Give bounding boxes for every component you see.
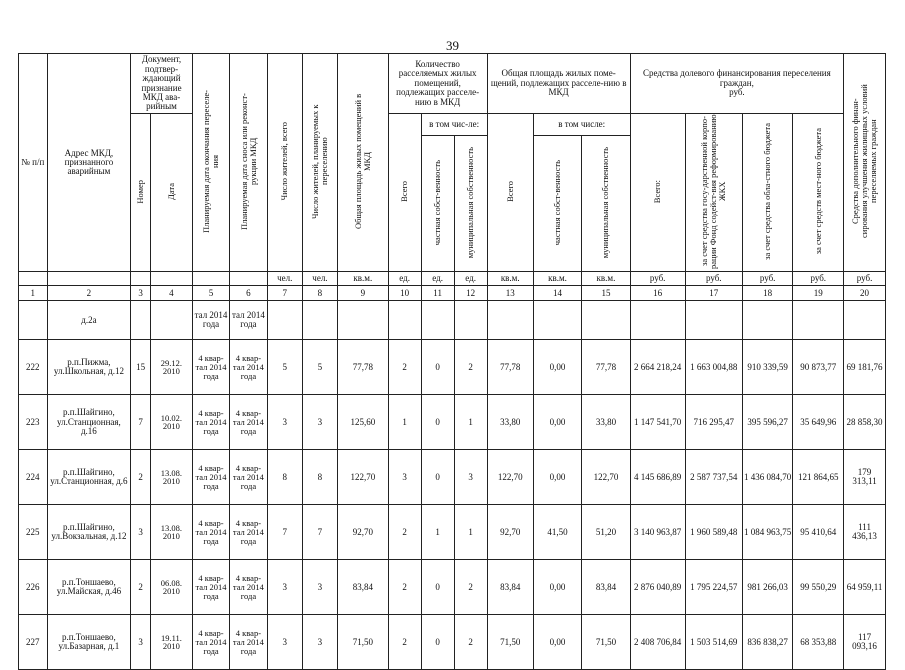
cell-municipal-cnt: 2: [454, 560, 487, 615]
column-number-cell: 15: [582, 286, 630, 301]
continuation-demolition: тал 2014 года: [230, 301, 267, 340]
header-document: Документ, подтвер-ждающий признание МКД ава-рийным: [131, 54, 193, 114]
cell-area-municipal: 122,70: [582, 450, 630, 505]
cell-area-total: 71,50: [487, 615, 533, 670]
cell-funds-fund: 1 960 589,48: [685, 505, 742, 560]
column-number-cell: 19: [793, 286, 844, 301]
column-number-cell: 11: [421, 286, 454, 301]
cell-address: р.п.Шайгино, ул.Станционная, д.6: [47, 450, 131, 505]
cell-end: 4 квар-тал 2014 года: [192, 560, 229, 615]
cell-funds-local: 121 864,65: [793, 450, 844, 505]
unit-cell: кв.м.: [487, 272, 533, 286]
header-funds-unit: руб.: [729, 87, 745, 98]
header-area-total: Всего: [487, 114, 533, 272]
cell-num: 227: [19, 615, 48, 670]
cell-planned: 3: [302, 395, 337, 450]
cell-municipal-cnt: 3: [454, 450, 487, 505]
cell-num: 224: [19, 450, 48, 505]
cell-date: 06.08. 2010: [151, 560, 193, 615]
header-funds-total: Всего:: [630, 114, 685, 272]
header-additional-funds: Средства дополнительного финан-сирования улучшения жилищных условий переселяемых граждан: [844, 54, 886, 272]
cell-premises: 2: [388, 340, 421, 395]
cell-funds-regional: 1 436 084,70: [742, 450, 793, 505]
cell-municipal-cnt: 2: [454, 615, 487, 670]
cell-area-municipal: 71,50: [582, 615, 630, 670]
unit-cell: [230, 272, 267, 286]
unit-cell: руб.: [685, 272, 742, 286]
header-area-municipal: муниципальная собственность: [582, 135, 630, 272]
unit-cell: [192, 272, 229, 286]
column-number-cell: 12: [454, 286, 487, 301]
column-number-cell: 5: [192, 286, 229, 301]
cell-area-total: 122,70: [487, 450, 533, 505]
cell-municipal-cnt: 1: [454, 505, 487, 560]
cell-area-private: 0,00: [533, 560, 581, 615]
cell-address: р.п.Тоншаево, ул.Майская, д.46: [47, 560, 131, 615]
unit-cell: [47, 272, 131, 286]
header-total-area: Общая площадь жилых помещений в МКД: [338, 54, 389, 272]
table-row: [19, 395, 886, 450]
cell-funds-fund: 1 503 514,69: [685, 615, 742, 670]
column-number-cell: 3: [131, 286, 151, 301]
cell-premises: 2: [388, 615, 421, 670]
resettlement-table: [18, 53, 886, 670]
cell-doc-no: 15: [131, 340, 151, 395]
cell-demol: 4 квар-тал 2014 года: [230, 395, 267, 450]
cell-planned: 5: [302, 340, 337, 395]
cell-area-municipal: 33,80: [582, 395, 630, 450]
cell-funds-total: 3 140 963,87: [630, 505, 685, 560]
cell-funds-regional: 910 339,59: [742, 340, 793, 395]
cell-date: 29.12. 2010: [151, 340, 193, 395]
unit-cell: руб.: [793, 272, 844, 286]
cell-funds-local: 35 649,96: [793, 395, 844, 450]
cell-end: 4 квар-тал 2014 года: [192, 615, 229, 670]
column-numbers-row: [19, 286, 886, 301]
column-number-cell: 6: [230, 286, 267, 301]
column-number-cell: 20: [844, 286, 886, 301]
header-funds-regional: за счет средства обла-стного бюджета: [742, 114, 793, 272]
column-number-cell: 2: [47, 286, 131, 301]
cell-date: 13.08. 2010: [151, 450, 193, 505]
cell-additional: 117 093,16: [844, 615, 886, 670]
cell-additional: 69 181,76: [844, 340, 886, 395]
table-row: [19, 450, 886, 505]
table-row: [19, 505, 886, 560]
cell-planned: 3: [302, 560, 337, 615]
cell-funds-regional: 1 084 963,75: [742, 505, 793, 560]
cell-funds-total: 1 147 541,70: [630, 395, 685, 450]
cell-funds-local: 95 410,64: [793, 505, 844, 560]
cell-residents: 7: [267, 505, 302, 560]
cell-demol: 4 квар-тал 2014 года: [230, 340, 267, 395]
continuation-row: [19, 301, 886, 340]
column-number-cell: 18: [742, 286, 793, 301]
column-number-cell: 14: [533, 286, 581, 301]
header-funds-fund: за счет средства госу-дарственной корпо-рации Фонд содейст-вия реформированию ЖКХ: [685, 114, 742, 272]
column-number-cell: 13: [487, 286, 533, 301]
cell-residents: 3: [267, 615, 302, 670]
unit-cell: ед.: [388, 272, 421, 286]
unit-cell: [19, 272, 48, 286]
cell-num: 226: [19, 560, 48, 615]
cell-address: р.п.Шайгино, ул.Станционная, д.16: [47, 395, 131, 450]
cell-funds-regional: 395 596,27: [742, 395, 793, 450]
cell-end: 4 квар-тал 2014 года: [192, 395, 229, 450]
cell-funds-fund: 716 295,47: [685, 395, 742, 450]
cell-additional: 111 436,13: [844, 505, 886, 560]
cell-private-cnt: 1: [421, 505, 454, 560]
column-number-cell: 17: [685, 286, 742, 301]
cell-funds-local: 68 353,88: [793, 615, 844, 670]
cell-demol: 4 квар-тал 2014 года: [230, 615, 267, 670]
header-premises-total: Всего: [388, 114, 421, 272]
cell-num: 223: [19, 395, 48, 450]
page-number: 39: [446, 38, 459, 53]
header-area-including: в том числе:: [533, 114, 630, 136]
cell-demol: 4 квар-тал 2014 года: [230, 505, 267, 560]
column-number-cell: 7: [267, 286, 302, 301]
cell-area-municipal: 83,84: [582, 560, 630, 615]
table-row: [19, 340, 886, 395]
cell-additional: 179 313,11: [844, 450, 886, 505]
column-number-cell: 9: [338, 286, 389, 301]
cell-funds-regional: 981 266,03: [742, 560, 793, 615]
cell-funds-total: 4 145 686,89: [630, 450, 685, 505]
cell-area-private: 0,00: [533, 615, 581, 670]
cell-private-cnt: 0: [421, 615, 454, 670]
cell-date: 13.08. 2010: [151, 505, 193, 560]
cell-area-private: 0,00: [533, 395, 581, 450]
cell-area-private: 0,00: [533, 340, 581, 395]
cell-address: р.п.Шайгино, ул.Вокзальная, д.12: [47, 505, 131, 560]
cell-area-total: 92,70: [487, 505, 533, 560]
table-row: [19, 560, 886, 615]
header-num: № п/п: [19, 54, 48, 272]
cell-funds-fund: 2 587 737,54: [685, 450, 742, 505]
unit-cell: кв.м.: [338, 272, 389, 286]
cell-num: 225: [19, 505, 48, 560]
cell-funds-local: 99 550,29: [793, 560, 844, 615]
cell-demol: 4 квар-тал 2014 года: [230, 450, 267, 505]
cell-private-cnt: 0: [421, 340, 454, 395]
cell-area: 77,78: [338, 340, 389, 395]
header-doc-number: Номер: [131, 114, 151, 272]
cell-funds-local: 90 873,77: [793, 340, 844, 395]
header-planned-demolition: Планируемая дата сноса или реконст-рукции МКД: [230, 54, 267, 272]
cell-doc-no: 3: [131, 615, 151, 670]
unit-cell: чел.: [267, 272, 302, 286]
column-number-cell: 16: [630, 286, 685, 301]
cell-municipal-cnt: 2: [454, 340, 487, 395]
header-address: Адрес МКД, признанного аварийным: [47, 54, 131, 272]
cell-funds-regional: 836 838,27: [742, 615, 793, 670]
header-premises-count: Количество расселяемых жилых помещений, подлежащих расселе-нию в МКД: [388, 54, 487, 114]
header-area-private: частная собст-венность: [533, 135, 581, 272]
header-doc-date: Дата: [151, 114, 193, 272]
cell-private-cnt: 0: [421, 395, 454, 450]
cell-date: 10.02. 2010: [151, 395, 193, 450]
unit-cell: руб.: [844, 272, 886, 286]
units-row: [19, 272, 886, 286]
header-municipal-count: муниципальная собственность: [454, 135, 487, 272]
cell-residents: 3: [267, 395, 302, 450]
cell-area-municipal: 77,78: [582, 340, 630, 395]
unit-cell: чел.: [302, 272, 337, 286]
cell-num: 222: [19, 340, 48, 395]
cell-area: 122,70: [338, 450, 389, 505]
cell-area-total: 83,84: [487, 560, 533, 615]
column-number-cell: 8: [302, 286, 337, 301]
cell-end: 4 квар-тал 2014 года: [192, 340, 229, 395]
header-private-count: частная собст-венность: [421, 135, 454, 272]
header-premises-including: в том чис-ле:: [421, 114, 487, 136]
cell-doc-no: 2: [131, 450, 151, 505]
cell-address: р.п.Тоншаево, ул.Базарная, д.1: [47, 615, 131, 670]
cell-area: 71,50: [338, 615, 389, 670]
cell-area: 92,70: [338, 505, 389, 560]
unit-cell: кв.м.: [582, 272, 630, 286]
unit-cell: кв.м.: [533, 272, 581, 286]
cell-planned: 8: [302, 450, 337, 505]
header-living-area: Общая площадь жилых поме-щений, подлежащих расселе-нию в МКД: [487, 54, 630, 114]
cell-doc-no: 2: [131, 560, 151, 615]
cell-funds-total: 2 664 218,24: [630, 340, 685, 395]
table-row: [19, 615, 886, 670]
cell-private-cnt: 0: [421, 560, 454, 615]
cell-planned: 7: [302, 505, 337, 560]
cell-area-total: 77,78: [487, 340, 533, 395]
unit-cell: [131, 272, 151, 286]
cell-address: р.п.Пижма, ул.Школьная, д.12: [47, 340, 131, 395]
column-number-cell: 10: [388, 286, 421, 301]
cell-doc-no: 3: [131, 505, 151, 560]
header-funds-local: за счет средств мест-ного бюджета: [793, 114, 844, 272]
unit-cell: ед.: [421, 272, 454, 286]
cell-additional: 64 959,11: [844, 560, 886, 615]
cell-private-cnt: 0: [421, 450, 454, 505]
cell-funds-total: 2 876 040,89: [630, 560, 685, 615]
unit-cell: руб.: [742, 272, 793, 286]
continuation-end: тал 2014 года: [192, 301, 229, 340]
cell-end: 4 квар-тал 2014 года: [192, 450, 229, 505]
header-planned-end: Планируемая дата окончания переселе-ния: [192, 54, 229, 272]
cell-residents: 5: [267, 340, 302, 395]
cell-municipal-cnt: 1: [454, 395, 487, 450]
header-residents-total: Число жителей, всего: [267, 54, 302, 272]
cell-area: 125,60: [338, 395, 389, 450]
cell-funds-fund: 1 663 004,88: [685, 340, 742, 395]
header-funds: Средства долевого финансирования переселения граждан, руб.: [630, 54, 843, 114]
cell-residents: 3: [267, 560, 302, 615]
cell-premises: 2: [388, 560, 421, 615]
cell-area-private: 0,00: [533, 450, 581, 505]
cell-area: 83,84: [338, 560, 389, 615]
cell-premises: 2: [388, 505, 421, 560]
cell-planned: 3: [302, 615, 337, 670]
cell-area-private: 41,50: [533, 505, 581, 560]
unit-cell: ед.: [454, 272, 487, 286]
cell-area-total: 33,80: [487, 395, 533, 450]
cell-premises: 1: [388, 395, 421, 450]
column-number-cell: 4: [151, 286, 193, 301]
header-residents-planned: Число жителей, планируемых к переселению: [302, 54, 337, 272]
cell-funds-fund: 1 795 224,57: [685, 560, 742, 615]
column-number-cell: 1: [19, 286, 48, 301]
cell-date: 19.11. 2010: [151, 615, 193, 670]
cell-demol: 4 квар-тал 2014 года: [230, 560, 267, 615]
cell-residents: 8: [267, 450, 302, 505]
cell-doc-no: 7: [131, 395, 151, 450]
cell-additional: 28 858,30: [844, 395, 886, 450]
continuation-address: д.2а: [47, 301, 131, 340]
cell-area-municipal: 51,20: [582, 505, 630, 560]
cell-end: 4 квар-тал 2014 года: [192, 505, 229, 560]
cell-funds-total: 2 408 706,84: [630, 615, 685, 670]
cell-premises: 3: [388, 450, 421, 505]
unit-cell: [151, 272, 193, 286]
unit-cell: руб.: [630, 272, 685, 286]
